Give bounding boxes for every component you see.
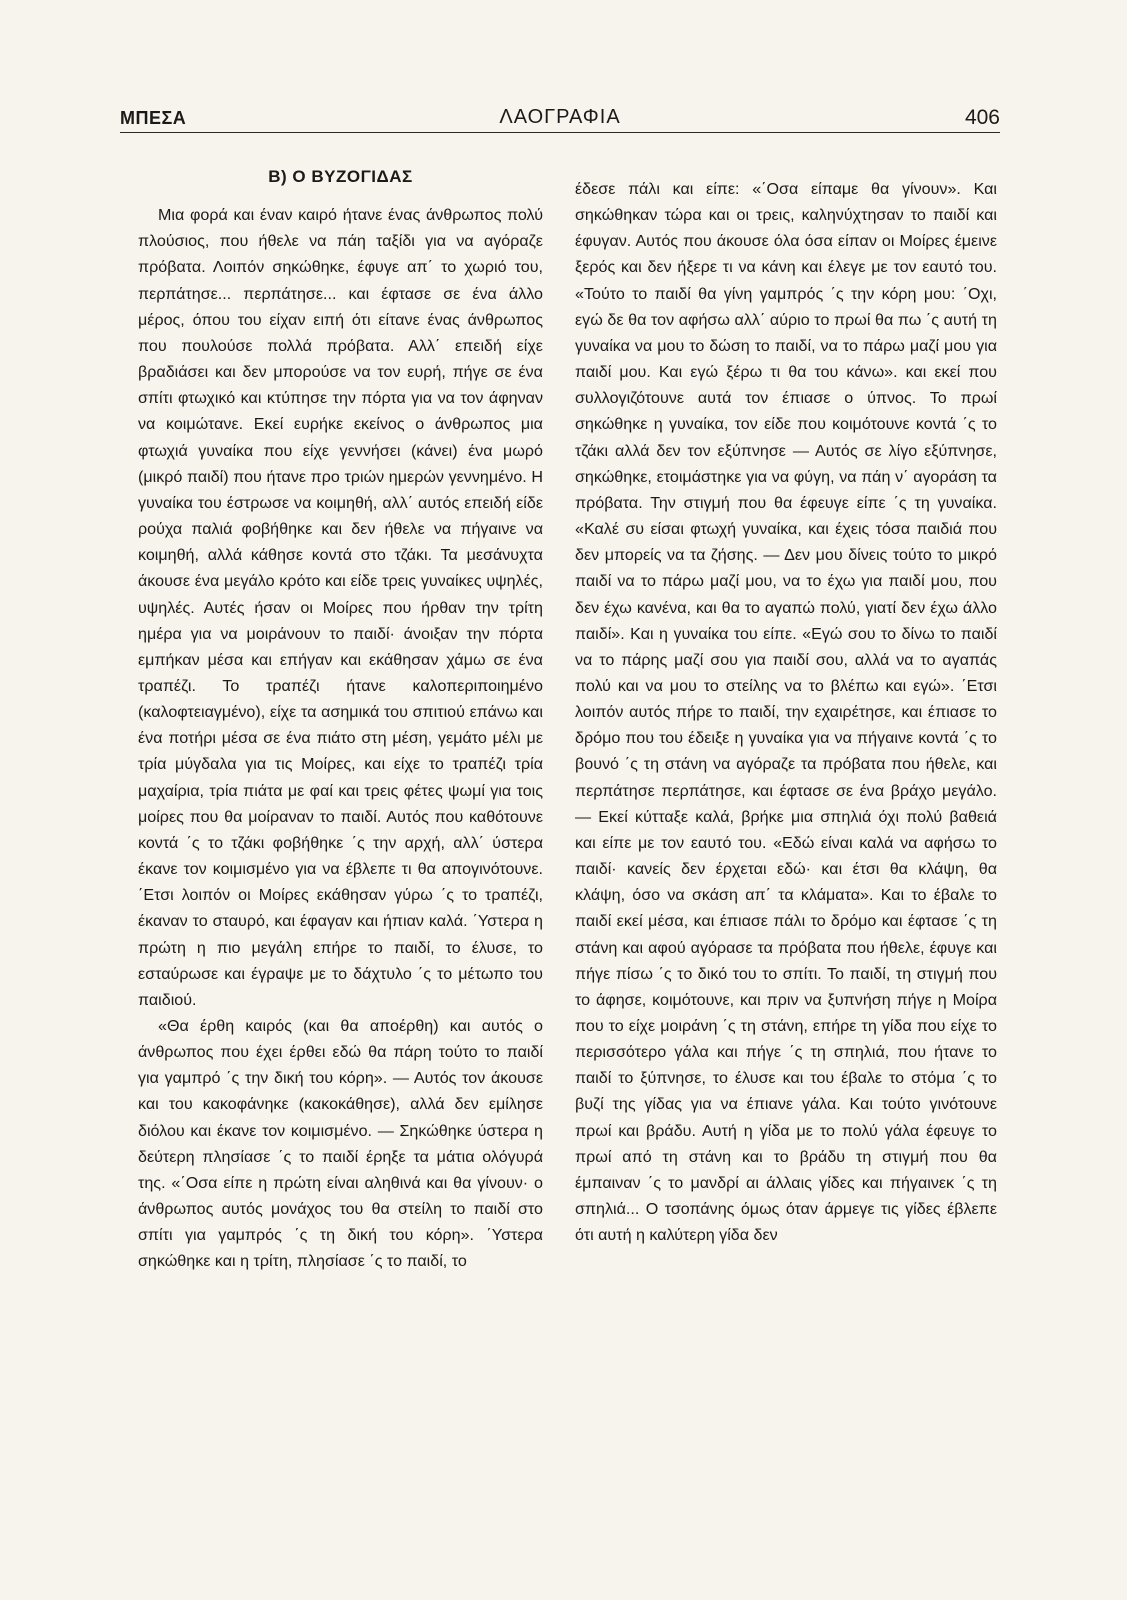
running-header — [120, 104, 1000, 133]
header-place-name: ΜΠΕΣΑ — [120, 108, 187, 128]
left-column — [138, 164, 543, 1275]
story-paragraph-1: Μια φορά και έναν καιρό ήτανε ένας άνθρωπος πολύ πλούσιος, που ήθελε να πάη ταξίδι για να αγόραζε πρόβατα. Λοιπόν σηκώθηκε, έφυγε απ΄ το χωριό του, περπάτησε... περπάτησε... και έφτασε σε ένα άλλο μέρος, όπου του είχαν ειπή ότι είτανε ένας άνθρωπος που πουλούσε πολλά πρόβατα. Αλλ΄ επειδή είχε βραδιάσει και δεν μπορούσε να τον ευρή, πήγε σε ένα σπίτι φτωχικό και κτύπησε την πόρτα για να τον άφηναν να κοιμώτανε. Εκεί ευρήκε εκείνος ο άνθρωπος μια φτωχιά γυναίκα που είχε γεννήσει (κάνει) ένα μωρό (μικρό παιδί) που ήτανε προ τριών ημερών γεννημένο. Η γυναίκα του έστρωσε να κοιμηθή, αλλ΄ αυτός επειδή είδε ρούχα παλιά φοβήθηκε και δεν ήθελε να πήγαινε να κοιμηθή, αλλά κάθησε κοντά στο τζάκι. Τα μεσάνυχτα άκουσε ένα μεγάλο κρότο και είδε τρεις γυναίκες υψηλές, υψηλές. Αυτές ήσαν οι Μοίρες που ήρθαν την τρίτη ημέρα για να μοιράνουν το παιδί· άνοιξαν την πόρτα εμπήκαν μέσα και επήγαν και εκάθησαν χάμω σε ένα τραπέζι. Το τραπέζι ήτανε καλοπεριποιημένο (καλοφτειαγμένο), είχε τα ασημικά του σπιτιού επάνω και ένα ποτήρι μέσα σε ένα πιάτο στη μέση, γεμάτο μέλι με τρία μύγδαλα για τις Μοίρες, και είχε το τραπέζι τρία μαχαίρια, τρία πιάτα με φαί και τρεις φέτες ψωμί για τοις μοίρες που θα μοίραναν το παιδί. Αυτός που καθότουνε κοντά ΄ς το τζάκι φοβήθηκε ΄ς την αρχή, αλλ΄ ύστερα έκανε τον κοιμισμένο για να έβλεπε τι θα απογινότουνε. ΄Ετσι λοιπόν οι Μοίρες εκάθησαν γύρω ΄ς το τραπέζι, έκαναν το σταυρό, και έφαγαν και ήπιαν καλά. ΄Υστερα η πρώτη η πιο μεγάλη επήρε το παιδί, το έλυσε, το εσταύρωσε και έγραψε με το δάχτυλο ΄ς το μέτωπο του παιδιού. — [138, 206, 543, 1009]
story-title: Β) Ο ΒΥΖΟΓΙΔΑΣ — [268, 167, 413, 186]
right-column — [575, 176, 997, 1248]
story-paragraph-2: «Θα έρθη καιρός (και θα αποέρθη) και αυτός ο άνθρωπος που έχει έρθει εδώ θα πάρη τούτο το παιδί για γαμπρό ΄ς την δική του κόρη». — Αυτός τον άκουσε και του κακοφάνηκε (κακοκάθησε), αλλά δεν εμίλησε διόλου και έκανε τον κοιμισμένο. — Σηκώθηκε ύστερα η δεύτερη πλησίασε ΄ς το παιδί έρηξε τα μάτια ολόγυρά της. «΄Οσα είπε η πρώτη είναι αληθινά και θα γίνουν· ο άνθρωπος αυτός μονάχος του θα στείλη το παιδί στο σπίτι για γαμπρός ΄ς τη δική του κόρη». ΄Υστερα σηκώθηκε και η τρίτη, πλησίασε ΄ς το παιδί, το — [138, 1017, 543, 1271]
page-number: 406 — [964, 106, 1000, 129]
header-section-title: ΛΑΟΓΡΑΦΙΑ — [499, 106, 621, 128]
story-paragraph-continued: έδεσε πάλι και είπε: «΄Οσα είπαμε θα γίνουν». Και σηκώθηκαν τώρα και οι τρεις, καληνύχτησαν το παιδί και έφυγαν. Αυτός που άκουσε όλα όσα είπαν οι Μοίρες έμεινε ξερός και δεν ήξερε τι να κάνη και έλεγε με τον εαυτό του. «Τούτο το παιδί θα γίνη γαμπρός ΄ς την κόρη μου: ΄Οχι, εγώ δε θα τον αφήσω αλλ΄ αύριο το πρωί θα πω ΄ς αυτή τη γυναίκα να μου το δώση το παιδί, να το πάρω μαζί μου για παιδί μου. Και εγώ ξέρω τι θα του κάνω». και εκεί που συλλογιζότουνε αυτά τον έπιασε ο ύπνος. Το πρωί σηκώθηκε η γυναίκα, τον είδε που κοιμότουνε κοντά ΄ς το τζάκι αλλά δεν τον εξύπνησε — Αυτός σε λίγο εξύπνησε, σηκώθηκε, ετοιμάστηκε για να φύγη, να πάη ν΄ αγοράση τα πρόβατα. Την στιγμή που θα έφευγε είπε ΄ς τη γυναίκα. «Καλέ συ είσαι φτωχή γυναίκα, και έχεις τόσα παιδιά που δεν μπορείς να τα ζήσης. — Δεν μου δίνεις τούτο το μικρό παιδί να το πάρω μαζί μου, να το έχω για παιδί μου, που δεν έχω κανένα, και θα το αγαπώ πολύ, γιατί δεν έχω άλλο παιδί». Και η γυναίκα του είπε. «Εγώ σου το δίνω το παιδί να το πάρης μαζί σου για παιδί σου, αλλά να το αγαπάς πολύ και να μου το στείλης να το βλέπω και εγώ». ΄Ετσι λοιπόν αυτός πήρε το παιδί, την εχαιρέτησε, και έπιασε το δρόμο που του έδειξε η γυναίκα για να πήγαινε κοντά ΄ς το βουνό ΄ς τη στάνη να αγόραζε τα πρόβατα που ήθελε, και περπάτησε περπάτησε, και έφτασε σε ένα βράχο μεγάλο. — Εκεί κύτταξε καλά, βρήκε μια σπηλιά όχι πολύ βαθειά και είπε με τον εαυτό του. «Εδώ είναι καλά να αφήσω το παιδί· κανείς δεν έρχεται εδώ· και έτσι θα κλάψη, θα κλάψη, όσο να σκάση απ΄ τα κλάματα». Και το έβαλε το παιδί εκεί μέσα, και έπιασε πάλι το δρόμο και έφτασε ΄ς τη στάνη και αφού αγόρασε τα πρόβατα που ήθελε, έφυγε και πήγε πίσω ΄ς το δικό του το σπίτι. Το παιδί, τη στιγμή που το άφησε, κοιμότουνε, και πριν να ξυπνήση πήγε η Μοίρα που το είχε μοιράνη ΄ς τη στάνη, επήρε τη γίδα που είχε το περισσότερο γάλα και πήγε ΄ς τη σπηλιά, που ήτανε το παιδί το ξύπνησε, το έλυσε και του έβαλε το στόμα ΄ς το βυζί της γίδας για να έπιανε γάλα. Και τούτο γινότουνε πρωί και βράδυ. Αυτή η γίδα με το πολύ γάλα έφευγε το πρωί από τη στάνη και το βράδυ τη στιγμή που θα έμπαιναν ΄ς το μανδρί αι άλλαις γίδες και πήγαινεκ ΄ς τη σπηλιά... Ο τσοπάνης όμως όταν άρμεγε τις γίδες έβλεπε ότι αυτή η καλύτερη γίδα δεν — [575, 180, 997, 1245]
